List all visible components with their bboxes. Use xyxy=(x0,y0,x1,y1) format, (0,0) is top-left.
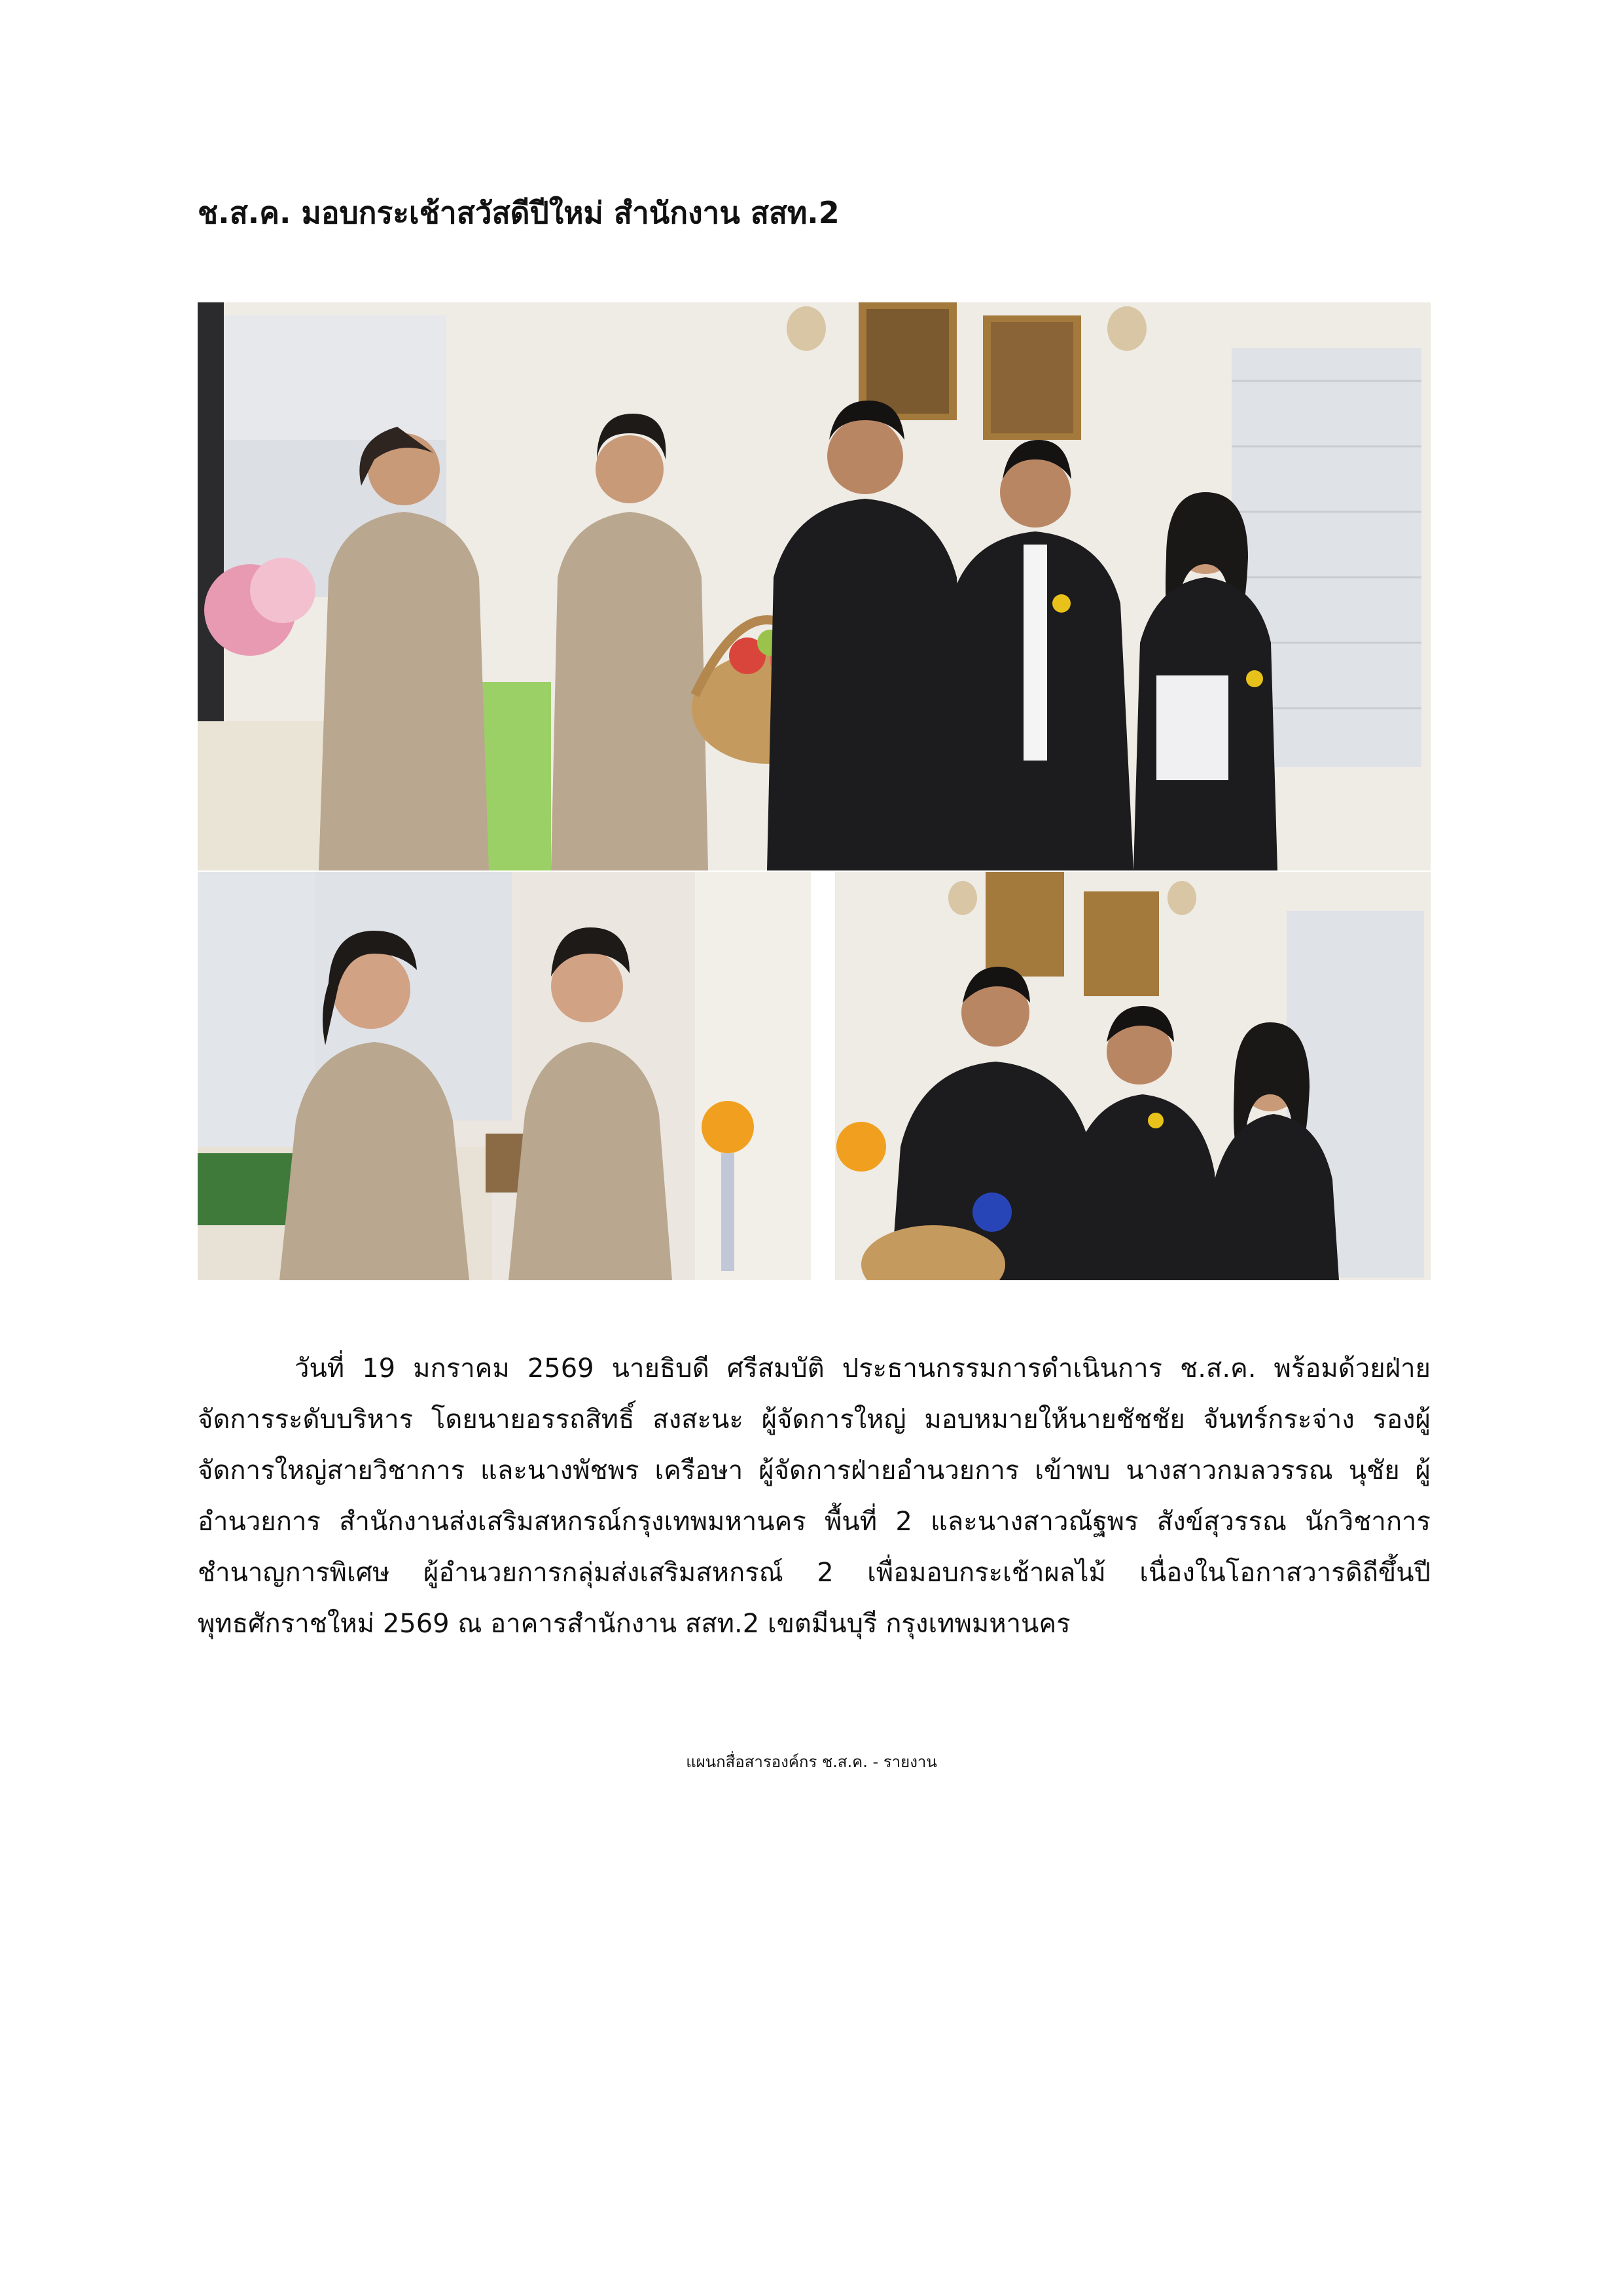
news-body-text: วันที่ 19 มกราคม 2569 นายธิบดี ศรีสมบัติ ประธานกรรมการดำเนินการ ช.ส.ค. พร้อมด้วยฝ่ายจัดการระดับบริหาร โดยนายอรรถสิทธิ์ สงสะนะ ผู้จัดการใหญ่ มอบหมายให้นายชัชชัย จันทร์กระจ่าง รองผู้จัดการใหญ่สายวิชาการ และนางพัชพร เครือษา ผู้จัดการฝ่ายอำนวยการ เข้าพบ นางสาวกมลวรรณ นุชัย ผู้อำนวยการ สำนักงานส่งเสริมสหกรณ์กรุงเทพมหานคร พื้นที่ 2 และนางสาวณัฐพร สังข์สุวรรณ นักวิชาการชำนาญการพิเศษ ผู้อำนวยการกลุ่มส่งเสริมสหกรณ์ 2 เพื่อมอบกระเช้าผลไม้ เนื่องในโอกาสวารดิถีขึ้นปีพุทธศักราชใหม่ 2569 ณ อาคารสำนักงาน สสท.2 เขตมีนบุรี กรุงเทพมหานคร xyxy=(198,1354,1431,1639)
greeting-photo-right xyxy=(835,872,1431,1280)
report-credit: แผนกสื่อสารองค์กร ช.ส.ค. - รายงาน xyxy=(686,1753,937,1771)
news-body xyxy=(198,1343,1431,1649)
page-title: ช.ส.ค. มอบกระเช้าสวัสดีปีใหม่ สำนักงาน สสท.2 xyxy=(198,195,840,230)
main-group-photo xyxy=(198,302,1431,870)
greeting-photo-left xyxy=(198,872,811,1280)
